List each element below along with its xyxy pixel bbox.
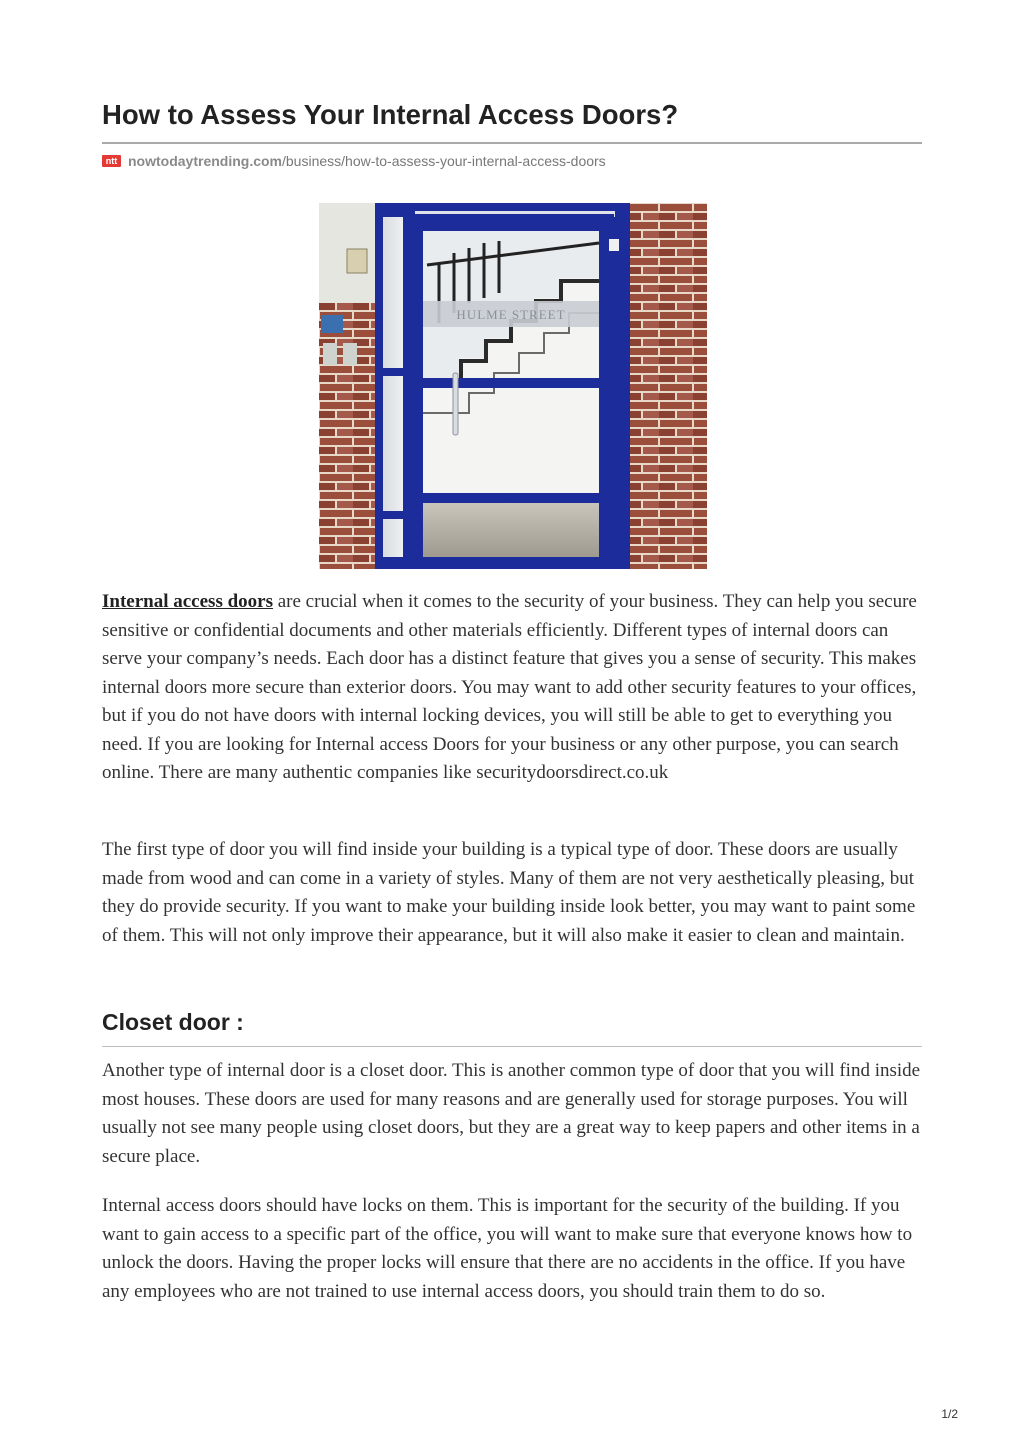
heading-divider — [102, 1046, 922, 1047]
intercom-panel-icon — [347, 249, 367, 273]
paragraph-intro — [102, 588, 924, 788]
source-domain-link[interactable]: nowtodaytrending.com — [128, 153, 282, 169]
source-line — [102, 152, 606, 170]
article-title: How to Assess Your Internal Access Doors? — [102, 99, 679, 130]
paragraph-typical-door: The first type of door you will find inside your building is a typical type of door. These doors are usually made from wood and can come in a variety of styles. Many of them are not very aesthetically pleasing, but they do provide security. If you want to make your building inside look better, you may want to paint some of them. This will not only improve their appearance, but it will also make it easier to clean and maintain. — [102, 839, 916, 946]
page-number: 1/2 — [941, 1407, 958, 1421]
door-photo — [319, 203, 707, 569]
paragraph-locks: Internal access doors should have locks on them. This is important for the security of the building. If you want to gain access to a specific part of the office, you will want to make sure that everyone knows how to unlock the doors. Having the proper locks will ensure that there are no accidents in the office. If you have any employees who are not trained to use internal access doors, you should train them to do so. — [102, 1195, 913, 1302]
door-handle-icon — [453, 373, 458, 435]
site-logo-icon: ntt — [102, 155, 121, 167]
door-sign-text: HULME STREET — [456, 307, 566, 322]
source-path: /business/how-to-assess-your-internal-access-doors — [282, 153, 606, 169]
title-divider — [102, 142, 922, 144]
paragraph-intro-text: are crucial when it comes to the security of your business. They can help you secure sensitive or confidential documents and other materials efficiently. Different types of internal doors can serve your company’s needs. Each door has a distinct feature that gives you a sense of security. This makes internal doors more secure than exterior doors. You may want to add other security features to your offices, but if you do not have doors with internal locking devices, you will still be able to get to everything you need. If you are looking for Internal access Doors for your business or any other purpose, you can search online. There are many authentic companies like securitydoorsdirect.co.uk — [102, 591, 917, 783]
heading-closet-door: Closet door : — [102, 1009, 244, 1035]
internal-access-doors-link[interactable]: Internal access doors — [102, 591, 273, 612]
paragraph-closet-door: Another type of internal door is a closet door. This is another common type of door that you will find inside most houses. These doors are used for many reasons and are generally used for storage purposes. You will usually not see many people using closet doors, but they are a great way to keep papers and other items in a secure place. — [102, 1060, 921, 1167]
